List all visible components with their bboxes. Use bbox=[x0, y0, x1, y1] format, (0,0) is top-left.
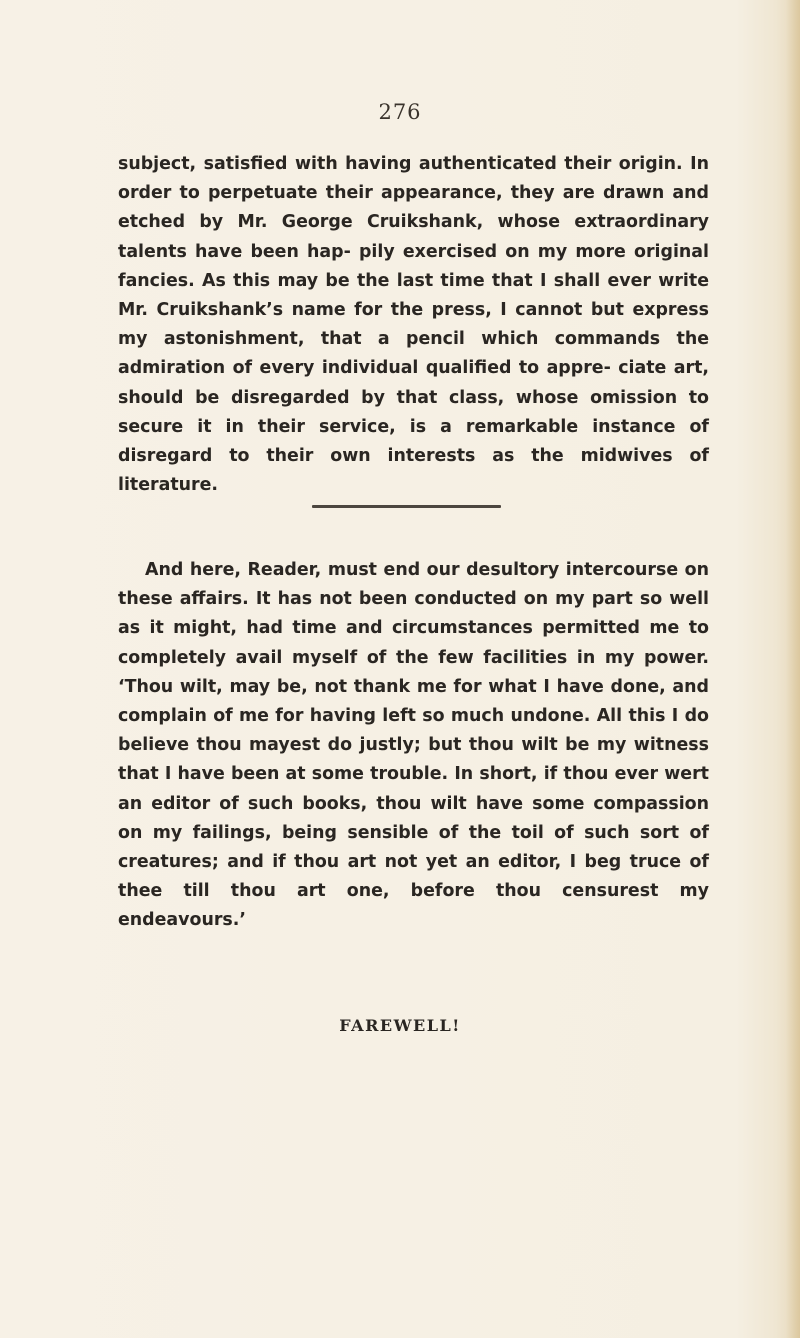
page-number: 276 bbox=[378, 100, 422, 124]
closing-farewell: FAREWELL! bbox=[339, 1016, 461, 1035]
paragraph-2 bbox=[118, 556, 709, 936]
paragraph-2-text: And here, Reader, must end our desultory intercourse on these affairs. It has not been conducted on my part so well as it might, had time and circumstances permitted me to completely avail myself of the few facilities in my power. ‘Thou wilt, may be, not thank me for what I have done, and complain of me for having left so much undone. All this I do believe thou mayest do justly; but thou wilt be my witness that I have been at some trouble. In short, if thou ever wert an editor of such books, thou wilt have some compassion on my failings, being sensible of the toil of such sort of creatures; and if thou art not yet an editor, I beg truce of thee till thou art one, before thou censurest my endeavours.’ bbox=[118, 560, 709, 931]
section-divider bbox=[312, 505, 501, 508]
page-edge-shadow bbox=[786, 0, 800, 1338]
paragraph-1: subject, satisfied with having authenticated their origin. In order to perpetuate their appearance, they are drawn and etched by Mr. George Cruikshank, whose extraordinary talents have been hap- pily exercised on my more original fancies. As this may be the last time that I shall ever write Mr. Cruikshank’s name for the press, I cannot but express my astonishment, that a pencil which commands the admiration of every individual qualified to appre- ciate art, should be disregarded by that class, whose omission to secure it in their service, is a remarkable instance of disregard to their own interests as the midwives of literature. bbox=[118, 154, 709, 496]
